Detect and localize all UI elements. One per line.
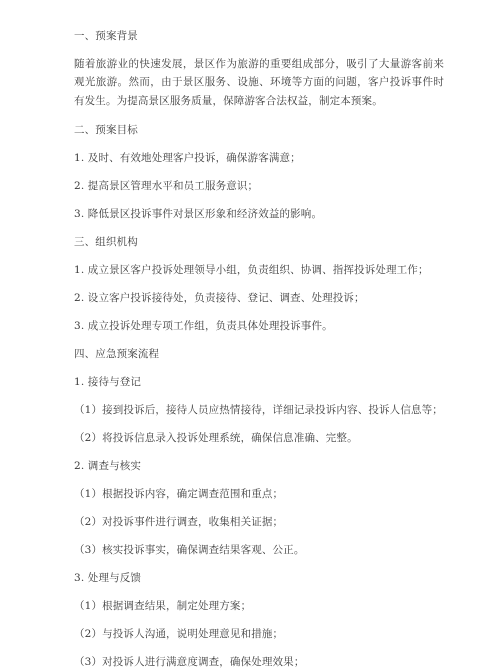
- investigation-item-2: （2）对投诉事件进行调查，收集相关证据；: [74, 515, 284, 528]
- section-heading-background: 一、预案背景: [74, 30, 138, 42]
- step-title-reception: 1. 接待与登记: [74, 375, 142, 388]
- handling-item-1: （1）根据调查结果，制定处理方案；: [74, 599, 252, 612]
- background-paragraph: 随着旅游业的快速发展，景区作为旅游的重要组成部分，吸引了大量游客前来观光旅游。然而，由于景区服务、设施、环境等方面的问题，客户投诉事件时有发生。为提高景区服务质量，保障游客合法权益，制定本预案。: [74, 58, 444, 107]
- org-item-1: 1. 成立景区客户投诉处理领导小组，负责组织、协调、指挥投诉处理工作；: [74, 263, 429, 276]
- section-heading-process: 四、应急预案流程: [74, 347, 160, 360]
- goal-item-1: 1. 及时、有效地处理客户投诉，确保游客满意；: [74, 151, 301, 164]
- handling-item-3: （3）对投诉人进行满意度调查，确保处理效果；: [74, 655, 305, 668]
- step-title-investigation: 2. 调查与核实: [74, 459, 142, 472]
- org-item-2: 2. 设立客户投诉接待处，负责接待、登记、调查、处理投诉；: [74, 291, 365, 304]
- reception-item-1: （1）接到投诉后，接待人员应热情接待，详细记录投诉内容、投诉人信息等；: [74, 403, 443, 416]
- reception-item-2: （2）将投诉信息录入投诉处理系统，确保信息准确、完整。: [74, 431, 358, 444]
- handling-item-2: （2）与投诉人沟通，说明处理意见和措施；: [74, 627, 284, 640]
- section-heading-goals: 二、预案目标: [74, 123, 138, 136]
- investigation-item-1: （1）根据投诉内容，确定调查范围和重点；: [74, 487, 284, 500]
- goal-item-3: 3. 降低景区投诉事件对景区形象和经济效益的影响。: [74, 207, 323, 220]
- section-heading-organization: 三、组织机构: [74, 235, 138, 248]
- org-item-3: 3. 成立投诉处理专项工作组，负责具体处理投诉事件。: [74, 319, 333, 332]
- step-title-handling: 3. 处理与反馈: [74, 571, 142, 584]
- investigation-item-3: （3）核实投诉事实，确保调查结果客观、公正。: [74, 543, 305, 556]
- goal-item-2: 2. 提高景区管理水平和员工服务意识；: [74, 179, 259, 192]
- document-body: [74, 27, 444, 671]
